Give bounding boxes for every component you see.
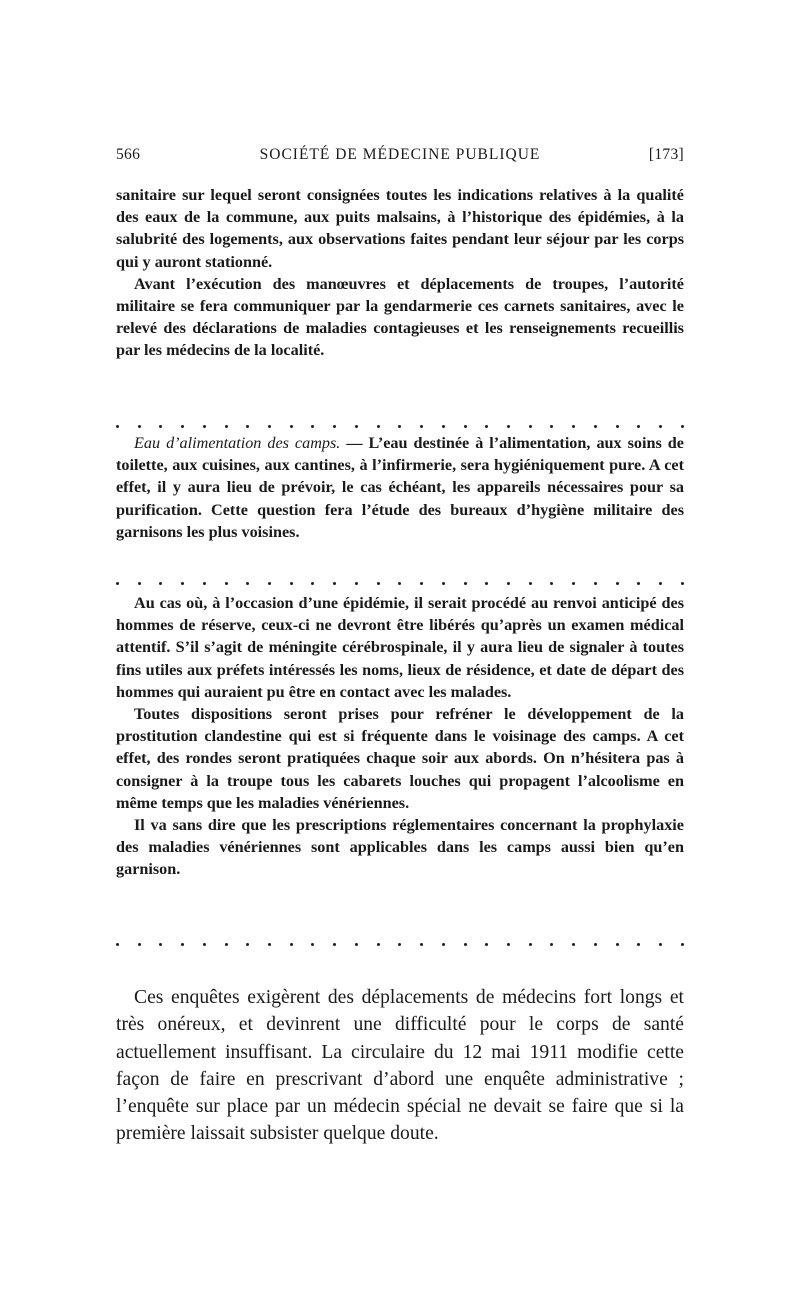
divider-dot [138, 943, 141, 946]
divider-dot [268, 943, 271, 946]
divider-dot [225, 943, 228, 946]
divider-dot [116, 943, 119, 946]
divider-dot [529, 943, 532, 946]
divider-dot [442, 425, 445, 428]
section-heading: Eau d’alimentation des camps. [134, 434, 341, 452]
divider-dot [442, 582, 445, 585]
divider-dot [181, 582, 184, 585]
divider-dot [616, 943, 619, 946]
divider-dot [529, 425, 532, 428]
quote-paragraph [116, 432, 684, 543]
divider-dot [268, 582, 271, 585]
divider-dot [290, 943, 293, 946]
divider-dot [181, 943, 184, 946]
divider-dot [594, 582, 597, 585]
divider-dot [246, 425, 249, 428]
divider-dot [398, 425, 401, 428]
divider-dot [290, 582, 293, 585]
divider-dot [507, 425, 510, 428]
divider-dot [681, 425, 684, 428]
divider-dot [485, 943, 488, 946]
divider-dot [572, 425, 575, 428]
divider-dot [246, 582, 249, 585]
divider-dot [333, 582, 336, 585]
divider-dot [637, 582, 640, 585]
divider-dot [464, 582, 467, 585]
divider-dot [116, 582, 119, 585]
divider-dot [464, 943, 467, 946]
divider-dot [616, 582, 619, 585]
divider-dot [398, 943, 401, 946]
divider-dot [637, 425, 640, 428]
divider-dot [377, 582, 380, 585]
body-text [116, 984, 684, 1148]
divider-dot [203, 582, 206, 585]
divider-dot [225, 425, 228, 428]
divider-dot [594, 425, 597, 428]
divider-dot [116, 425, 119, 428]
quoted-block-2 [116, 432, 684, 543]
divider-dot [572, 943, 575, 946]
divider-dot [203, 425, 206, 428]
divider-dot [507, 943, 510, 946]
divider-dot [550, 582, 553, 585]
quoted-block-1 [116, 184, 684, 362]
divider-dot [550, 425, 553, 428]
divider-dot [550, 943, 553, 946]
divider-dot [637, 943, 640, 946]
body-paragraph: Ces enquêtes exigèrent des déplacements de médecins fort longs et très onéreux, et devinrent une difficulté pour le corps de santé actuellement insuffisant. La circulaire du 12 mai 1911 modifie cette façon de faire en prescrivant d’abord une enquête administrative ; l’enquête sur place par un médecin spécial ne devait se faire que si la première laissait subsister quelque doute. [116, 987, 684, 1145]
divider-dot [529, 582, 532, 585]
ellipsis-divider [116, 577, 684, 589]
divider-dot [420, 943, 423, 946]
divider-dot [659, 582, 662, 585]
quote-paragraph: Avant l’exécution des manœuvres et déplacements de troupes, l’autorité militaire se fera communiquer par la gendarmerie ces carnets sanitaires, avec le relevé des déclarations de maladies contagieuses et les renseignements recueillis par les médecins de la localité. [116, 274, 684, 360]
divider-dot [159, 943, 162, 946]
divider-dot [355, 425, 358, 428]
divider-dot [420, 582, 423, 585]
divider-dot [311, 425, 314, 428]
divider-dot [442, 943, 445, 946]
divider-dot [181, 425, 184, 428]
section-marker: [173] [648, 146, 684, 163]
page-number: 566 [116, 146, 141, 163]
divider-dot [355, 943, 358, 946]
divider-dot [246, 943, 249, 946]
quote-text: — L’eau destinée à l’alimentation, aux soins de toilette, aux cuisines, aux cantines, à l’infirmerie, sera hygiéniquement pure. A cet effet, il y aura lieu de prévoir, le cas échéant, les appareils nécessaires pour sa purification. Cette question fera l’étude des bureaux d’hygiène militaire des garnisons les plus voisines. [116, 434, 684, 541]
divider-dot [659, 943, 662, 946]
divider-dot [398, 582, 401, 585]
running-title: SOCIÉTÉ DE MÉDECINE PUBLIQUE [259, 146, 541, 163]
divider-dot [203, 943, 206, 946]
divider-dot [485, 582, 488, 585]
quote-paragraph: sanitaire sur lequel seront consignées toutes les indications relatives à la qualité des eaux de la commune, aux puits malsains, à l’historique des épidémies, à la salubrité des logements, aux observations faites pendant leur séjour par les corps qui y auront stationné. [116, 186, 684, 271]
ellipsis-divider [116, 420, 684, 432]
divider-dot [594, 943, 597, 946]
divider-dot [377, 943, 380, 946]
quoted-block-3 [116, 592, 684, 881]
divider-dot [485, 425, 488, 428]
divider-dot [290, 425, 293, 428]
divider-dot [311, 943, 314, 946]
quote-paragraph: Toutes dispositions seront prises pour refréner le développement de la prostitution clandestine qui est si fréquente dans le voisinage des camps. A cet effet, des rondes seront pratiquées chaque soir aux abords. On n’hésitera pas à consigner à la troupe tous les cabarets louches qui propagent l’alcoolisme en même temps que les maladies vénériennes. [116, 705, 684, 812]
quote-paragraph: Il va sans dire que les prescriptions réglementaires concernant la prophylaxie des maladies vénériennes sont applicables dans les camps aussi bien qu’en garnison. [116, 816, 684, 879]
divider-dot [268, 425, 271, 428]
divider-dot [616, 425, 619, 428]
divider-dot [681, 582, 684, 585]
divider-dot [464, 425, 467, 428]
divider-dot [311, 582, 314, 585]
divider-dot [333, 425, 336, 428]
divider-dot [225, 582, 228, 585]
divider-dot [659, 425, 662, 428]
divider-dot [681, 943, 684, 946]
divider-dot [355, 582, 358, 585]
quote-paragraph: Au cas où, à l’occasion d’une épidémie, il serait procédé au renvoi anticipé des hommes de réserve, ceux-ci ne devront être libérés qu’après un examen médical attentif. S’il s’agit de méningite cérébrospinale, il y aura lieu de signaler à toutes fins utiles aux préfets intéressés les noms, lieux de résidence, et date de départ des hommes qui auraient pu être en contact avec les malades. [116, 594, 684, 701]
divider-dot [138, 582, 141, 585]
divider-dot [333, 943, 336, 946]
divider-dot [507, 582, 510, 585]
ellipsis-divider [116, 938, 684, 950]
divider-dot [159, 582, 162, 585]
divider-dot [138, 425, 141, 428]
divider-dot [572, 582, 575, 585]
running-header [116, 146, 684, 170]
divider-dot [420, 425, 423, 428]
divider-dot [377, 425, 380, 428]
divider-dot [159, 425, 162, 428]
